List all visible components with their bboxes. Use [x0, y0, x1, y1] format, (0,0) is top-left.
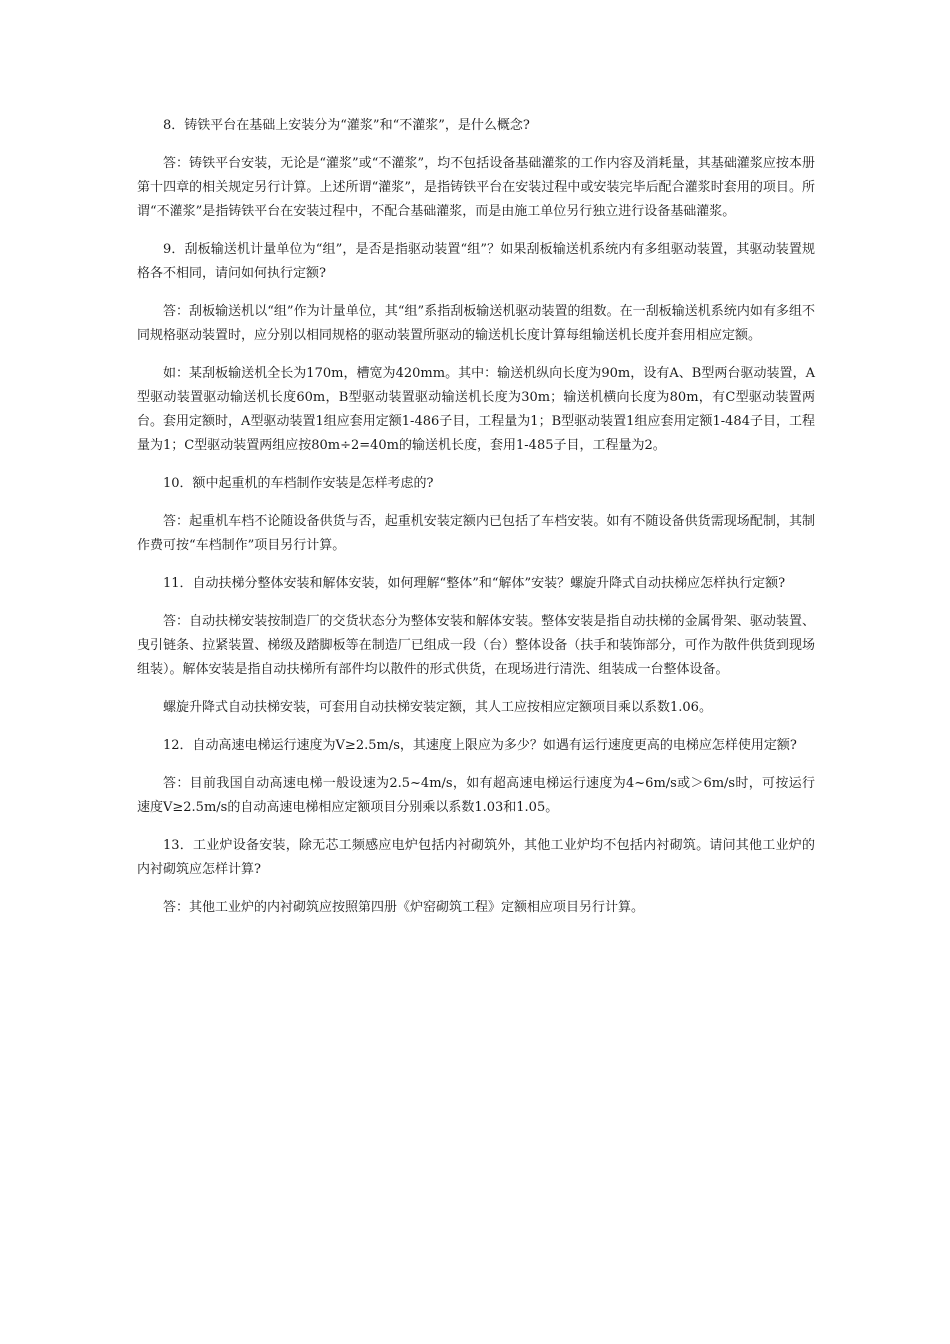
- question-9: 9．刮板输送机计量单位为“组”，是否是指驱动装置“组”？如果刮板输送机系统内有多组驱动装置，其驱动装置规格各不相同，请问如何执行定额?: [137, 242, 815, 281]
- answer-9: 答：刮板输送机以“组”作为计量单位，其“组”系指刮板输送机驱动装置的组数。在一刮板输送机系统内如有多组不同规格驱动装置时，应分别以相同规格的驱动装置所驱动的输送机长度计算每组输送机长度并套用相应定额。: [137, 304, 815, 343]
- answer-8: 答：铸铁平台安装，无论是“灌浆”或“不灌浆”，均不包括设备基础灌浆的工作内容及消耗量，其基础灌浆应按本册第十四章的相关规定另行计算。上述所谓“灌浆”，是指铸铁平台在安装过程中或安装完毕后配合灌浆时套用的项目。所谓“不灌浆”是指铸铁平台在安装过程中，不配合基础灌浆，而是由施工单位另行独立进行设备基础灌浆。: [137, 156, 815, 219]
- question-10: 10．额中起重机的车档制作安装是怎样考虑的?: [163, 476, 434, 491]
- question-12: 12．自动高速电梯运行速度为V≥2.5m/s，其速度上限应为多少？如遇有运行速度更高的电梯应怎样使用定额?: [163, 738, 797, 753]
- document-body: [137, 114, 815, 934]
- answer-9-example: 如：某刮板输送机全长为170m，槽宽为420mm。其中：输送机纵向长度为90m，设有A、B型两台驱动装置，A型驱动装置驱动输送机长度60m，B型驱动装置驱动输送机长度为30m；输送机横向长度为80m，有C型驱动装置两台。套用定额时，A型驱动装置1组应套用定额1-486子目，工程量为1；B型驱动装置1组应套用定额1-484子目，工程量为1；C型驱动装置两组应按80m÷2=40m的输送机长度，套用1-485子目，工程量为2。: [137, 366, 815, 453]
- answer-13: 答：其他工业炉的内衬砌筑应按照第四册《炉窑砌筑工程》定额相应项目另行计算。: [163, 900, 645, 915]
- answer-12: 答：目前我国自动高速电梯一般设速为2.5~4m/s，如有超高速电梯运行速度为4~6m/s或＞6m/s时，可按运行速度V≥2.5m/s的自动高速电梯相应定额项目分别乘以系数1.03和1.05。: [137, 776, 815, 815]
- answer-10: 答：起重机车档不论随设备供货与否，起重机安装定额内已包括了车档安装。如有不随设备供货需现场配制，其制作费可按“车档制作”项目另行计算。: [137, 514, 815, 553]
- answer-11: 答：自动扶梯安装按制造厂的交货状态分为整体安装和解体安装。整体安装是指自动扶梯的金属骨架、驱动装置、曳引链条、拉紧装置、梯级及踏脚板等在制造厂已组成一段（台）整体设备（扶手和装饰部分，可作为散件供货到现场组装）。解体安装是指自动扶梯所有部件均以散件的形式供货，在现场进行清洗、组装成一台整体设备。: [137, 614, 815, 677]
- answer-11-spiral: 螺旋升降式自动扶梯安装，可套用自动扶梯安装定额，其人工应按相应定额项目乘以系数1.06。: [163, 700, 712, 715]
- question-8: 8．铸铁平台在基础上安装分为“灌浆”和“不灌浆”，是什么概念?: [163, 118, 530, 133]
- question-11: 11．自动扶梯分整体安装和解体安装，如何理解“整体”和“解体”安装？螺旋升降式自动扶梯应怎样执行定额?: [163, 576, 786, 591]
- question-13: 13．工业炉设备安装，除无芯工频感应电炉包括内衬砌筑外，其他工业炉均不包括内衬砌筑。请问其他工业炉的内衬砌筑应怎样计算?: [137, 838, 815, 877]
